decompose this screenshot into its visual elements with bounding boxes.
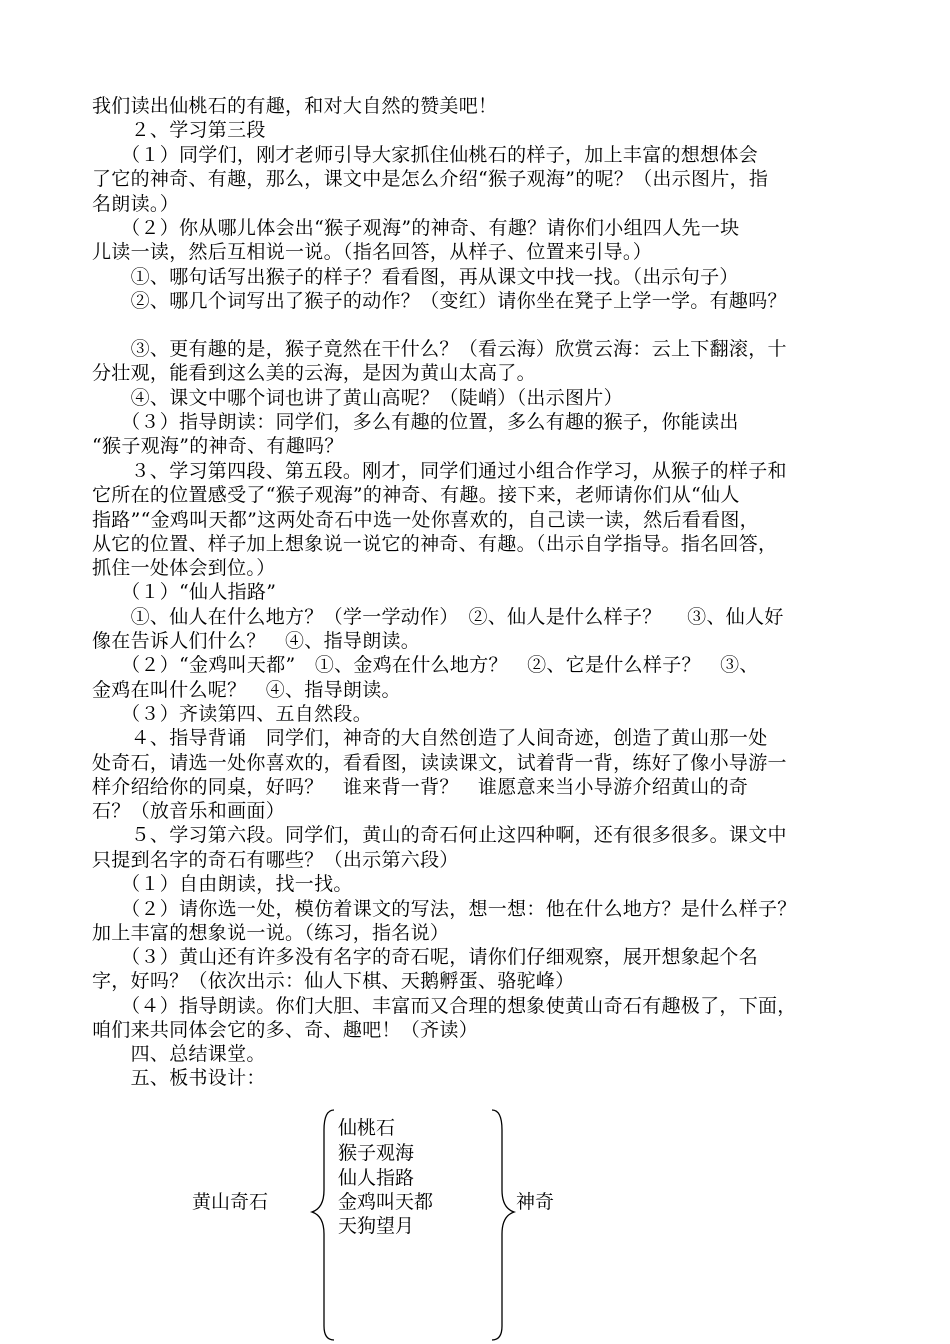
text-line: 像在告诉人们什么？ ④、指导朗读。	[92, 630, 421, 652]
text-line: 了它的神奇、有趣，那么，课文中是怎么介绍“猴子观海”的呢？（出示图片，指	[92, 168, 769, 190]
text-line: 儿读一读，然后互相说一说。（指名回答，从样子、位置来引导。）	[92, 241, 653, 263]
text-line: 五、板书设计：	[92, 1067, 266, 1089]
text-line: （３）齐读第四、五自然段。	[92, 703, 373, 725]
board-left-label: 黄山奇石	[192, 1191, 269, 1213]
text-line: 分壮观，能看到这么美的云海，是因为黄山太高了。	[92, 362, 536, 384]
text-line: 处奇石，请选一处你喜欢的，看看图，读读课文，试着背一背，练好了像小导游一	[92, 752, 787, 774]
text-line: （２）你从哪儿体会出“猴子观海”的神奇、有趣？请你们小组四人先一块	[92, 217, 740, 239]
board-item: 猴子观海	[338, 1142, 415, 1164]
text-line: 只提到名字的奇石有哪些？（出示第六段）	[92, 849, 459, 871]
text-line: 名朗读。）	[92, 193, 180, 215]
text-line: ４、指导背诵 同学们，神奇的大自然创造了人间奇迹，创造了黄山那一处	[92, 727, 768, 749]
board-item: 天狗望月	[338, 1215, 415, 1237]
text-line: ５、学习第六段。同学们，黄山的奇石何止这四种啊，还有很多很多。课文中	[92, 824, 787, 846]
text-line: （３）指导朗读：同学们，多么有趣的位置，多么有趣的猴子，你能读出	[92, 411, 739, 433]
text-line: 字，好吗？（依次出示：仙人下棋、天鹅孵蛋、骆驼峰）	[92, 970, 575, 992]
board-item: 仙桃石	[338, 1117, 396, 1139]
text-line: 咱们来共同体会它的多、奇、趣吧！（齐读）	[92, 1019, 479, 1041]
text-line: 样介绍给你的同桌，好吗？ 谁来背一背？ 谁愿意来当小导游介绍黄山的奇	[92, 776, 749, 798]
text-line: 四、总结课堂。	[92, 1043, 266, 1065]
left-brace	[312, 1110, 334, 1340]
text-line: 抓住一处体会到位。）	[92, 557, 276, 579]
text-line: 石？（放音乐和画面）	[92, 800, 286, 822]
text-line: （２）“金鸡叫天都” ①、金鸡在什么地方？ ②、它是什么样子？ ③、	[92, 654, 759, 676]
right-brace	[492, 1110, 514, 1340]
text-line: ③、更有趣的是，猴子竟然在干什么？（看云海）欣赏云海：云上下翻滚，十	[92, 338, 787, 360]
text-line: 它所在的位置感受了“猴子观海”的神奇、有趣。接下来，老师请你们从“仙人	[92, 484, 740, 506]
text-line: 金鸡在叫什么呢？ ④、指导朗读。	[92, 679, 401, 701]
text-line: 加上丰富的想象说一说。（练习，指名说）	[92, 922, 450, 944]
board-right-label: 神奇	[516, 1191, 555, 1213]
text-line: ④、课文中哪个词也讲了黄山高呢？（陡峭）（出示图片）	[92, 387, 623, 409]
text-line: “猴子观海”的神奇、有趣吗？	[92, 435, 344, 457]
text-line: ３、学习第四段、第五段。刚才，同学们通过小组合作学习，从猴子的样子和	[92, 460, 787, 482]
text-line: （４）指导朗读。你们大胆、丰富而又合理的想象使黄山奇石有趣极了，下面，	[92, 995, 797, 1017]
text-line: （１）自由朗读，找一找。	[92, 873, 353, 895]
brace-shapes	[300, 1100, 540, 1344]
text-line: ①、哪句话写出猴子的样子？看看图，再从课文中找一找。（出示句子）	[92, 266, 739, 288]
text-line: 从它的位置、样子加上想象说一说它的神奇、有趣。（出示自学指导。指名回答，	[92, 533, 778, 555]
text-line: ２、学习第三段	[92, 119, 266, 141]
text-line: 指路”“金鸡叫天都”这两处奇石中选一处你喜欢的，自己读一读，然后看看图，	[92, 509, 759, 531]
text-line: ①、仙人在什么地方？（学一学动作） ②、仙人是什么样子？ ③、仙人好	[92, 606, 784, 628]
text-line: （３）黄山还有许多没有名字的奇石呢，请你们仔细观察，展开想象起个名	[92, 946, 759, 968]
text-line: （１）同学们，刚才老师引导大家抓住仙桃石的样子，加上丰富的想想体会	[92, 144, 759, 166]
text-line: ②、哪几个词写出了猴子的动作？（变红）请你坐在凳子上学一学。有趣吗？	[92, 290, 787, 312]
board-item: 仙人指路	[338, 1167, 415, 1189]
text-line: （２）请你选一处，模仿着课文的写法，想一想：他在什么地方？是什么样子？	[92, 898, 797, 920]
board-item: 金鸡叫天都	[338, 1191, 434, 1213]
text-line: 我们读出仙桃石的有趣，和对大自然的赞美吧！	[92, 95, 498, 117]
text-line: （１）“仙人指路”	[92, 581, 277, 603]
